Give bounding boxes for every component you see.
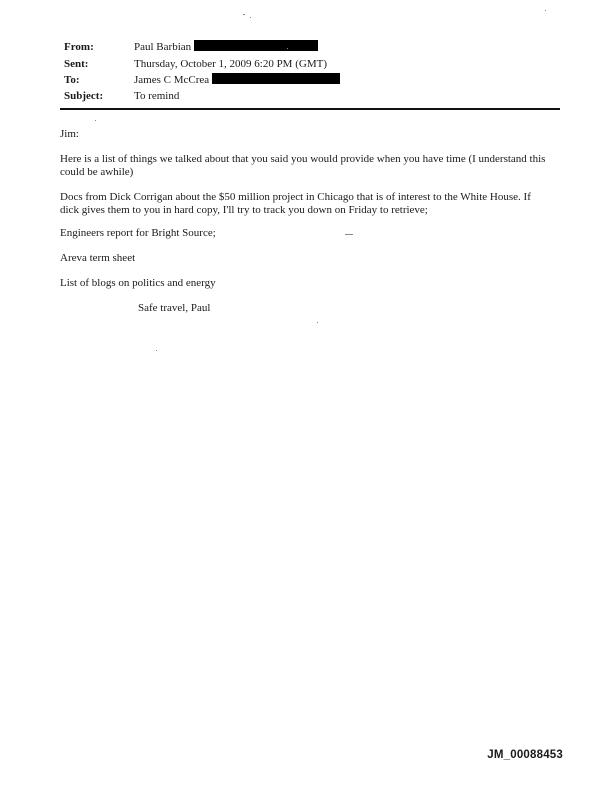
to-name: James C McCrea bbox=[134, 74, 210, 86]
scan-speck bbox=[95, 120, 96, 121]
bates-number: JM_00088453 bbox=[487, 749, 563, 761]
closing-signature: Safe travel, Paul bbox=[138, 302, 211, 314]
from-name: Paul Barbian bbox=[134, 41, 192, 53]
from-label: From: bbox=[64, 41, 94, 53]
redaction-bar bbox=[194, 40, 318, 51]
sent-label: Sent: bbox=[64, 58, 89, 70]
scan-speck bbox=[345, 234, 353, 235]
scan-speck bbox=[317, 322, 318, 323]
paragraph-intro: Here is a list of things we talked about that you said you would provide when you have time (I understand this could be awhile) bbox=[60, 153, 546, 178]
from-value bbox=[134, 40, 318, 55]
list-item: Engineers report for Bright Source; bbox=[60, 227, 216, 239]
salutation: Jim: bbox=[60, 128, 79, 140]
scan-speck bbox=[250, 17, 251, 18]
subject-value: To remind bbox=[134, 90, 180, 102]
subject-label: Subject: bbox=[64, 90, 104, 102]
paragraph-docs: Docs from Dick Corrigan about the $50 million project in Chicago that is of interest to the White House. If dick gives them to you in hard copy, I'll try to track you down on Friday to retrieve; bbox=[60, 191, 531, 216]
scan-speck bbox=[243, 14, 245, 15]
header-divider bbox=[60, 108, 560, 110]
list-item: List of blogs on politics and energy bbox=[60, 277, 216, 289]
scan-speck bbox=[545, 10, 546, 11]
to-label: To: bbox=[64, 74, 80, 86]
redaction-bar bbox=[212, 73, 340, 84]
scan-speck bbox=[156, 350, 157, 351]
scan-speck bbox=[287, 48, 288, 49]
to-value bbox=[134, 73, 340, 88]
sent-value: Thursday, October 1, 2009 6:20 PM (GMT) bbox=[134, 58, 327, 70]
list-item: Areva term sheet bbox=[60, 252, 136, 264]
